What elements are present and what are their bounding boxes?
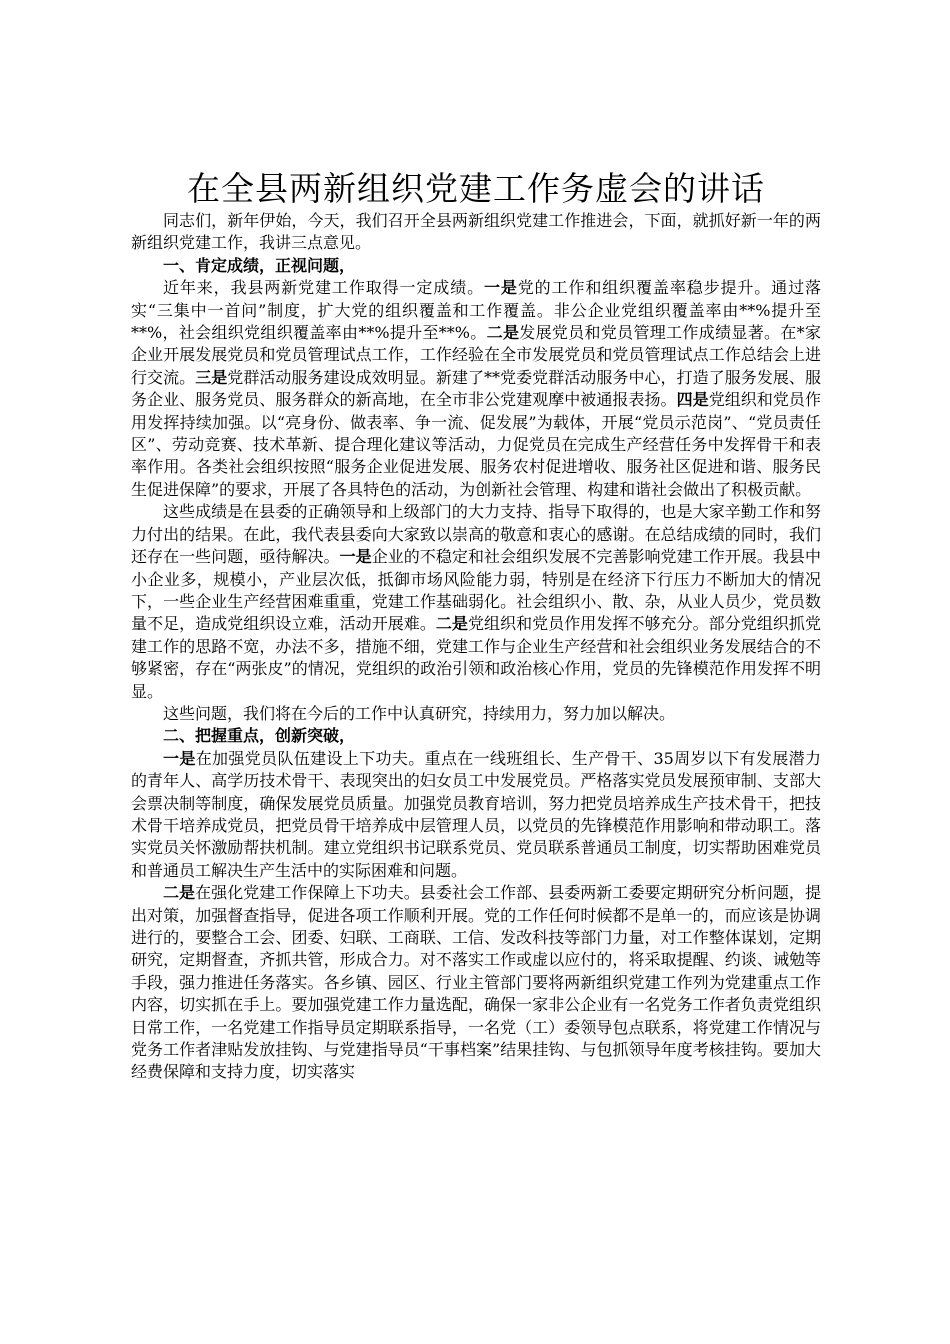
text-run: 党的工作和组织覆盖率稳步提升。通过落实“三集中一首问”制度，扩大党的组织覆盖和工作覆盖。非公企业党组织覆盖率由**%提升至**%，社会组织党组织覆盖率由**%提升至**%。 (131, 278, 821, 343)
text-run: 这些成绩是在县委的正确领导和上级部门的大力支持、指导下取得的，也是大家辛勤工作和努力付出的结果。在此，我代表县委向大家致以崇高的敬意和衷心的感谢。在总结成绩的同时，我们还存在一些问题，亟待解决。 (131, 502, 821, 567)
section1-paragraph-3: 这些问题，我们将在今后的工作中认真研究，持续用力，努力加以解决。 (163, 703, 676, 723)
document-page (131, 168, 821, 1084)
bold-marker: 一是 (163, 748, 196, 768)
bold-marker: 二是 (163, 883, 196, 903)
bold-marker: 一是 (339, 547, 372, 567)
text-run: 发展党员和党员管理工作成绩显著。在*家企业开展发展党员和党员管理试点工作，工作经验在全市发展党员和党员管理试点工作总结会上进行交流。 (131, 323, 821, 387)
bold-marker: 三是 (195, 367, 228, 387)
section-heading-2: 二、把握重点，创新突破， (163, 726, 356, 746)
text-run: 企业的不稳定和社会组织发展不完善影响党建工作开展。我县中小企业多，规模小，产业层次低，抵御市场风险能力弱，特别是在经济下行压力不断加大的情况下，一些企业生产经营困难重重，党建工作基础弱化。社会组织小、散、杂，从业人员少，党员数量不足，造成党组织设立难，活动开展难。 (131, 547, 821, 634)
bold-marker: 一是 (483, 278, 518, 298)
document-title: 在全县两新组织党建工作务虚会的讲话 (187, 169, 765, 208)
text-run: 在强化党建工作保障上下功夫。县委社会工作部、县委两新工委要定期研究分析问题，提出对策，加强督查指导，促进各项工作顺利开展。党的工作任何时候都不是单一的，而应该是协调进行的，要整合工会、团委、妇联、工商联、工信、发改科技等部门力量，对工作整体谋划，定期研究，定期督查，齐抓共管，形成合力。对不落实工作或虚以应付的，将采取提醒、约谈、诫勉等手段，强力推进任务落实。各乡镇、园区、行业主管部门要将两新组织党建工作列为党建重点工作内容，切实抓在手上。要加强党建工作力量选配，确保一家非公企业有一名党务工作者负责党组织日常工作，一名党建工作指导员定期联系指导，一名党（工）委领导包点联系，将党建工作情况与党务工作者津贴发放挂钩、与党建指导员“干事档案”结果挂钩、与包抓领导年度考核挂钩。要加大经费保障和支持力度，切实落实 (131, 883, 821, 1082)
text-run: 党组织和党员作用发挥持续加强。以“亮身份、做表率、争一流、促发展”为载体，开展“党员示范岗”、“党员责任区”、劳动竞赛、技术革新、提合理化建议等活动，力促党员在完成生产经营任务中发挥骨干和表率作用。各类社会组织按照“服务企业促进发展、服务农村促进增收、服务社区促进和谐、服务民生促进保障”的要求，开展了各具特色的活动，为创新社会管理、构建和谐社会做出了积极贡献。 (131, 390, 821, 499)
section2-paragraph-1 (131, 748, 821, 882)
text-run: 党组织和党员作用发挥不够充分。部分党组织抓党建工作的思路不宽，办法不多，措施不细，党建工作与企业生产经营和社会组织业务发展结合的不够紧密，存在“两张皮”的情况，党组织的政治引领和政治核心作用，党员的先锋模范作用发挥不明显。 (131, 614, 821, 701)
bold-marker: 二是 (486, 323, 520, 343)
bold-marker: 四是 (676, 390, 709, 410)
text-run: 党群活动服务建设成效明显。新建了**党委党群活动服务中心，打造了服务发展、服务企业、服务党员、服务群众的新高地，在全市非公党建观摩中被通报表扬。 (131, 367, 821, 410)
text-run: 在加强党员队伍建设上下功夫。重点在一线班组长、生产骨干、35周岁以下有发展潜力的青年人、高学历技术骨干、表现突出的妇女员工中发展党员。严格落实党员发展预审制、支部大会票决制等制度，确保发展党员质量。加强党员教育培训，努力把党员培养成生产技术骨干，把技术骨干培养成党员，把党员骨干培养成中层管理人员，以党员的先锋模范作用影响和带动职工。落实党员关怀激励帮扶机制。建立党组织书记联系党员、党员联系普通员工制度，切实帮助困难党员和普通员工解决生产生活中的实际困难和问题。 (131, 748, 821, 880)
intro-paragraph: 同志们，新年伊始，今天，我们召开全县两新组织党建工作推进会，下面，就抓好新一年的两新组织党建工作，我讲三点意见。 (131, 211, 821, 253)
section-heading-1: 一、肯定成绩，正视问题， (163, 255, 356, 275)
bold-marker: 二是 (435, 614, 468, 634)
section2-paragraph-2 (131, 882, 821, 1084)
section1-paragraph-1 (131, 277, 821, 501)
text-run: 近年来，我县两新党建工作取得一定成绩。 (163, 278, 484, 298)
section1-paragraph-2 (131, 501, 821, 703)
